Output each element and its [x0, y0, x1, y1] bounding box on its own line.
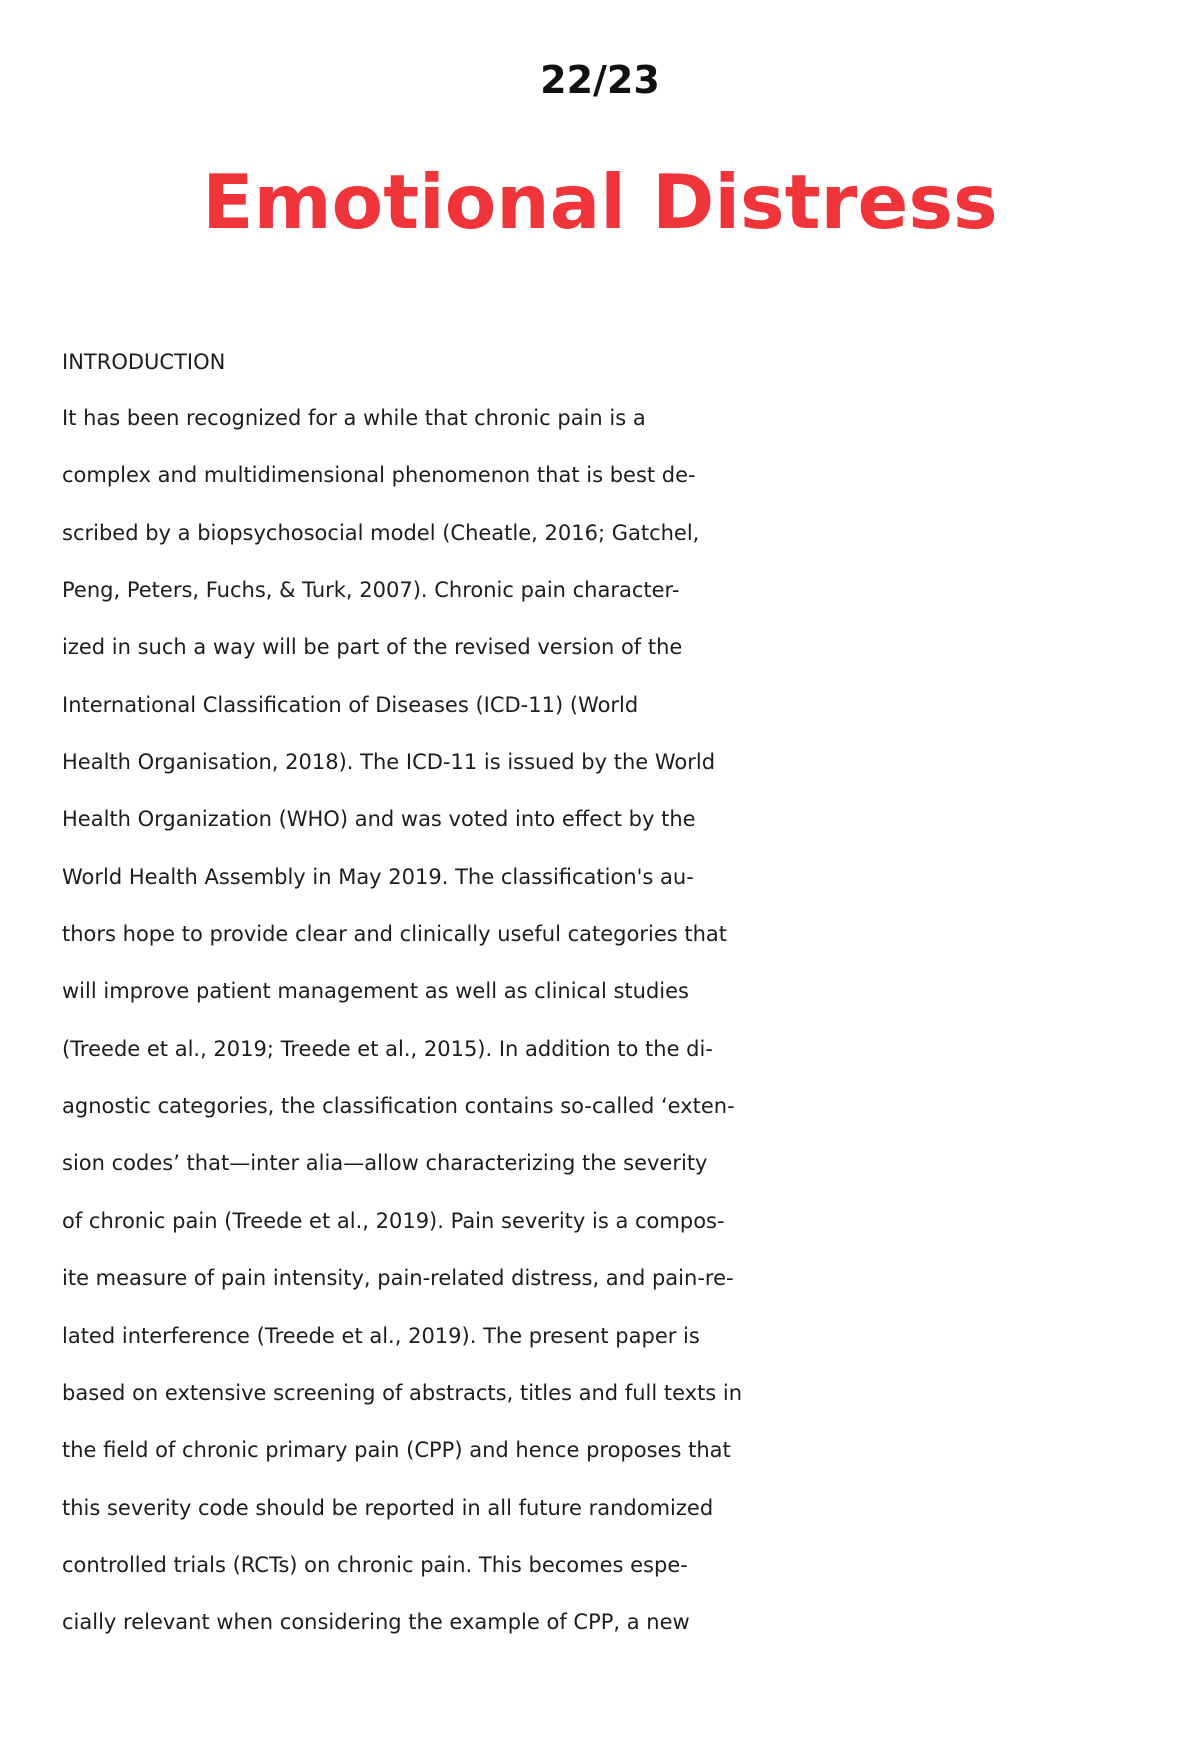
body-section	[62, 334, 762, 1652]
paragraph-line: will improve patient management as well as clinical studies	[62, 979, 689, 1004]
paragraph-line: It has been recognized for a while that chronic pain is a	[62, 406, 646, 430]
paragraph-line: sion codes’ that—inter alia—allow characterizing the severity	[62, 1151, 708, 1176]
paragraph-line: thors hope to provide clear and clinically useful categories that	[62, 922, 728, 947]
paragraph-line: controlled trials (RCTs) on chronic pain. This becomes espe-	[62, 1552, 688, 1577]
paragraph-line: scribed by a biopsychosocial model (Cheatle, 2016; Gatchel,	[62, 520, 700, 545]
document-title: Emotional Distress	[202, 158, 998, 246]
paragraph-line: (Treede et al., 2019; Treede et al., 2015). In addition to the di-	[62, 1036, 713, 1061]
paragraph-line: complex and multidimensional phenomenon that is best de-	[62, 463, 696, 488]
paragraph-line: ite measure of pain intensity, pain-related distress, and pain-re-	[62, 1266, 734, 1291]
paragraph-line: ized in such a way will be part of the revised version of the	[62, 635, 683, 660]
paragraph-line: Health Organisation, 2018). The ICD-11 is issued by the World	[62, 750, 716, 775]
paragraph	[62, 390, 762, 1652]
paragraph-line: of chronic pain (Treede et al., 2019). Pain severity is a compos-	[62, 1208, 725, 1233]
paragraph-line: Peng, Peters, Fuchs, & Turk, 2007). Chronic pain character-	[62, 578, 680, 603]
paragraph-line: lated interference (Treede et al., 2019). The present paper is	[62, 1323, 700, 1348]
paragraph-line: International Classification of Diseases (ICD-11) (World	[62, 692, 639, 717]
paragraph-line: cially relevant when considering the example of CPP, a new	[62, 1610, 690, 1635]
page-number: 22/23	[540, 58, 660, 102]
paragraph-line: Health Organization (WHO) and was voted into effect by the	[62, 807, 696, 832]
paragraph-line: based on extensive screening of abstracts, titles and full texts in	[62, 1380, 743, 1405]
paragraph-line: the field of chronic primary pain (CPP) and hence proposes that	[62, 1438, 731, 1463]
section-heading: INTRODUCTION	[62, 350, 226, 374]
paragraph-line: World Health Assembly in May 2019. The classification's au-	[62, 864, 694, 889]
paragraph-line: agnostic categories, the classification contains so-called ‘exten-	[62, 1094, 735, 1119]
paragraph-line: this severity code should be reported in all future randomized	[62, 1495, 714, 1520]
